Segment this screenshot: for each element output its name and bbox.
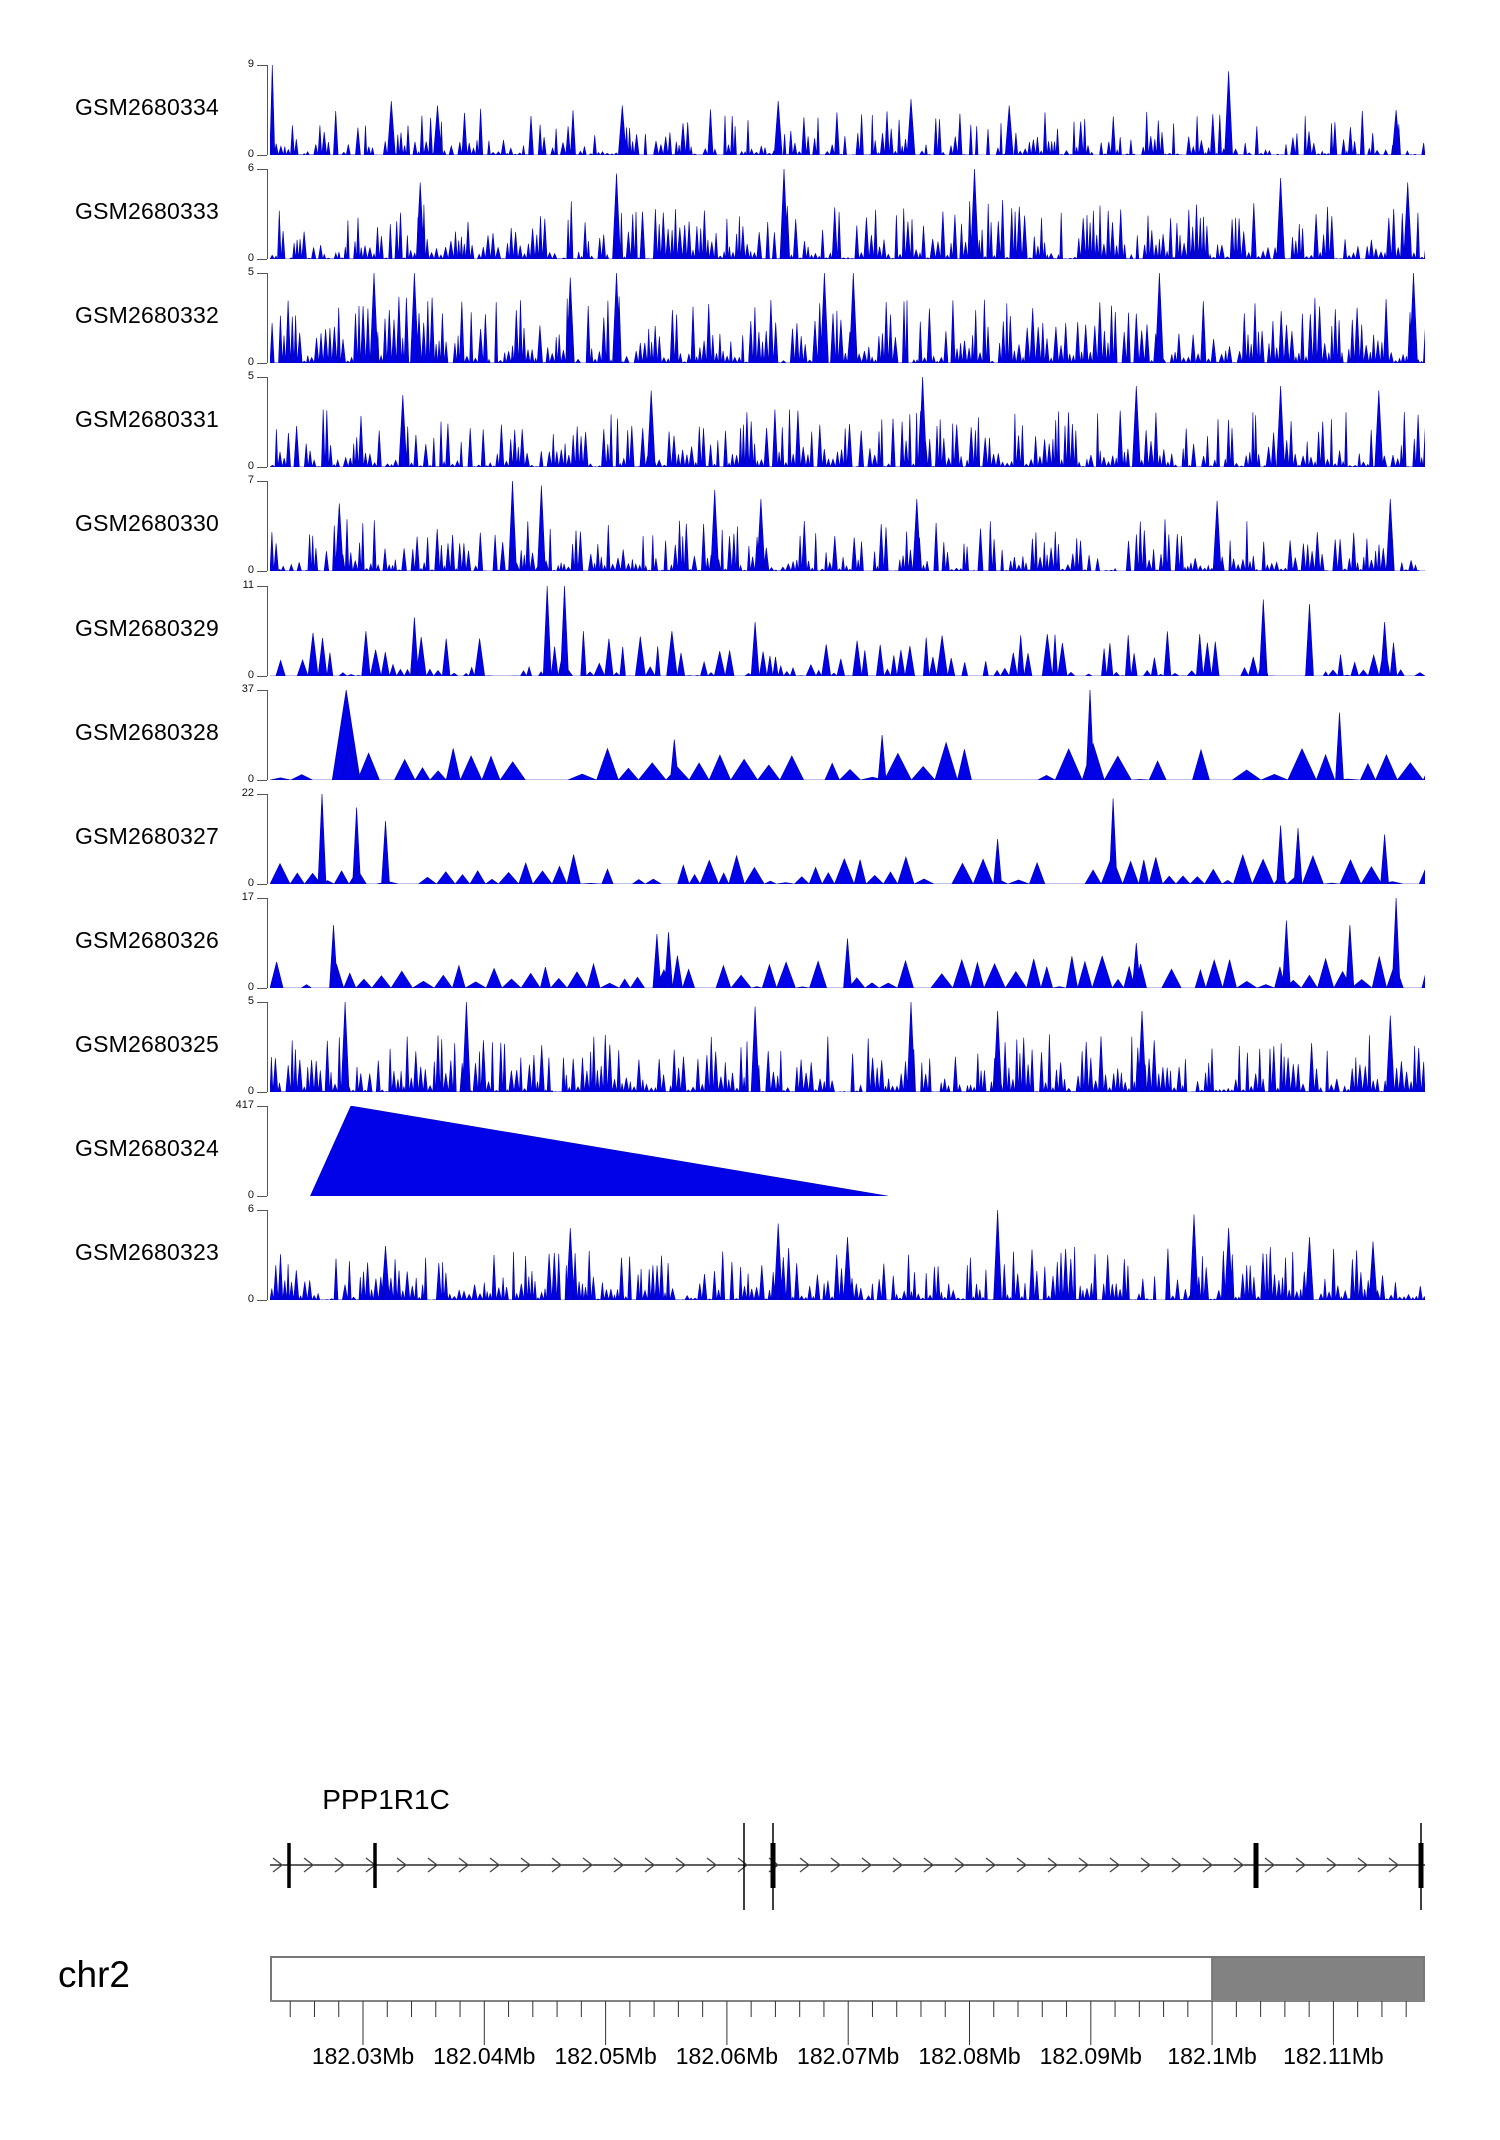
yaxis-max-label: 5 xyxy=(247,266,254,279)
yaxis-top-tick xyxy=(257,1002,267,1003)
yaxis-line xyxy=(267,1002,268,1092)
yaxis-bottom-tick xyxy=(257,1300,267,1301)
track-label-GSM2680329: GSM2680329 xyxy=(75,614,219,641)
yaxis-max-label: 9 xyxy=(247,58,254,70)
track-label-GSM2680326: GSM2680326 xyxy=(75,926,219,953)
yaxis-max-label: 6 xyxy=(247,1203,254,1216)
coverage-plot-GSM2680324 xyxy=(270,1106,1425,1196)
coverage-plot-GSM2680332 xyxy=(270,273,1425,363)
track-label-GSM2680332: GSM2680332 xyxy=(75,302,219,329)
coverage-plot-GSM2680325 xyxy=(270,1002,1425,1092)
yaxis-zero-label: 0 xyxy=(247,668,254,681)
yaxis-bottom-tick xyxy=(257,571,267,572)
gene-name-label: PPP1R1C xyxy=(322,1784,450,1815)
yaxis-zero-label: 0 xyxy=(247,356,254,369)
track-label-GSM2680330: GSM2680330 xyxy=(75,510,219,537)
coverage-plot-GSM2680326 xyxy=(270,898,1425,988)
yaxis-max-label: 6 xyxy=(247,162,254,175)
track-label-GSM2680328: GSM2680328 xyxy=(75,718,219,745)
ruler-tick-label: 182.07Mb xyxy=(797,2043,900,2069)
yaxis-line xyxy=(267,481,268,571)
genome-axis-ruler xyxy=(270,1956,1430,2081)
coverage-plot-GSM2680329 xyxy=(270,586,1425,676)
track-label-GSM2680327: GSM2680327 xyxy=(75,822,219,849)
yaxis-zero-label: 0 xyxy=(247,1084,254,1097)
yaxis-zero-label: 0 xyxy=(247,148,254,160)
yaxis-line xyxy=(267,169,268,259)
yaxis-line xyxy=(267,586,268,676)
yaxis-zero-label: 0 xyxy=(247,772,254,785)
coverage-plot-GSM2680323 xyxy=(270,1210,1425,1300)
ruler-tick-label: 182.11Mb xyxy=(1283,2043,1384,2069)
yaxis-max-label: 37 xyxy=(241,682,254,695)
yaxis-top-tick xyxy=(257,1210,267,1211)
yaxis-line xyxy=(267,794,268,884)
track-label-GSM2680324: GSM2680324 xyxy=(75,1135,219,1161)
coverage-plot-GSM2680328 xyxy=(270,690,1425,780)
ruler-tick-label: 182.06Mb xyxy=(675,2043,779,2069)
ruler-tick-label: 182.03Mb xyxy=(311,2043,415,2069)
track-label-GSM2680331: GSM2680331 xyxy=(75,406,219,433)
yaxis-bottom-tick xyxy=(257,988,267,989)
yaxis-top-tick xyxy=(257,273,267,274)
yaxis-bottom-tick xyxy=(257,467,267,468)
coverage-plot-GSM2680331 xyxy=(270,377,1425,467)
yaxis-zero-label: 0 xyxy=(247,980,254,993)
yaxis-line xyxy=(267,1106,268,1196)
yaxis-line xyxy=(267,898,268,988)
track-label-GSM2680333: GSM2680333 xyxy=(75,198,219,225)
yaxis-bottom-tick xyxy=(257,155,267,156)
yaxis-max-label: 5 xyxy=(247,370,254,383)
coverage-plot-GSM2680327 xyxy=(270,794,1425,884)
yaxis-bottom-tick xyxy=(257,676,267,677)
ruler-tick-label: 182.04Mb xyxy=(433,2043,536,2069)
yaxis-zero-label: 0 xyxy=(247,1293,254,1306)
yaxis-top-tick xyxy=(257,898,267,899)
yaxis-top-tick xyxy=(257,65,267,66)
yaxis-zero-label: 0 xyxy=(247,252,254,265)
yaxis-top-tick xyxy=(257,377,267,378)
coverage-plot-GSM2680330 xyxy=(270,481,1425,571)
yaxis-zero-label: 0 xyxy=(247,1189,254,1201)
ruler-tick-label: 182.09Mb xyxy=(1039,2043,1142,2069)
yaxis-zero-label: 0 xyxy=(247,876,254,889)
yaxis-bottom-tick xyxy=(257,259,267,260)
ruler-tick-label: 182.08Mb xyxy=(918,2043,1021,2069)
yaxis-line xyxy=(267,690,268,780)
yaxis-max-label: 7 xyxy=(247,474,254,487)
yaxis-zero-label: 0 xyxy=(247,460,254,473)
yaxis-top-tick xyxy=(257,794,267,795)
gene-model-track xyxy=(270,1815,1425,1915)
yaxis-line xyxy=(267,65,268,155)
track-label-GSM2680323: GSM2680323 xyxy=(75,1239,219,1266)
yaxis-bottom-tick xyxy=(257,1196,267,1197)
track-label-GSM2680334: GSM2680334 xyxy=(75,94,219,120)
yaxis-bottom-tick xyxy=(257,780,267,781)
yaxis-bottom-tick xyxy=(257,363,267,364)
yaxis-top-tick xyxy=(257,1106,267,1107)
yaxis-line xyxy=(267,273,268,363)
yaxis-line xyxy=(267,377,268,467)
yaxis-max-label: 5 xyxy=(247,994,254,1007)
ruler-tick-label: 182.1Mb xyxy=(1167,2043,1257,2069)
yaxis-top-tick xyxy=(257,690,267,691)
yaxis-max-label: 22 xyxy=(241,786,254,799)
yaxis-top-tick xyxy=(257,586,267,587)
yaxis-line xyxy=(267,1210,268,1300)
yaxis-zero-label: 0 xyxy=(247,564,254,577)
chromosome-label: chr2 xyxy=(58,1954,130,1995)
yaxis-bottom-tick xyxy=(257,884,267,885)
yaxis-bottom-tick xyxy=(257,1092,267,1093)
coverage-plot-GSM2680333 xyxy=(270,169,1425,259)
yaxis-top-tick xyxy=(257,481,267,482)
yaxis-max-label: 417 xyxy=(235,1099,254,1111)
coverage-plot-GSM2680334 xyxy=(270,65,1425,155)
yaxis-max-label: 11 xyxy=(242,578,254,591)
track-label-GSM2680325: GSM2680325 xyxy=(75,1030,219,1057)
yaxis-max-label: 17 xyxy=(241,890,254,903)
yaxis-top-tick xyxy=(257,169,267,170)
ruler-tick-label: 182.05Mb xyxy=(554,2043,657,2069)
